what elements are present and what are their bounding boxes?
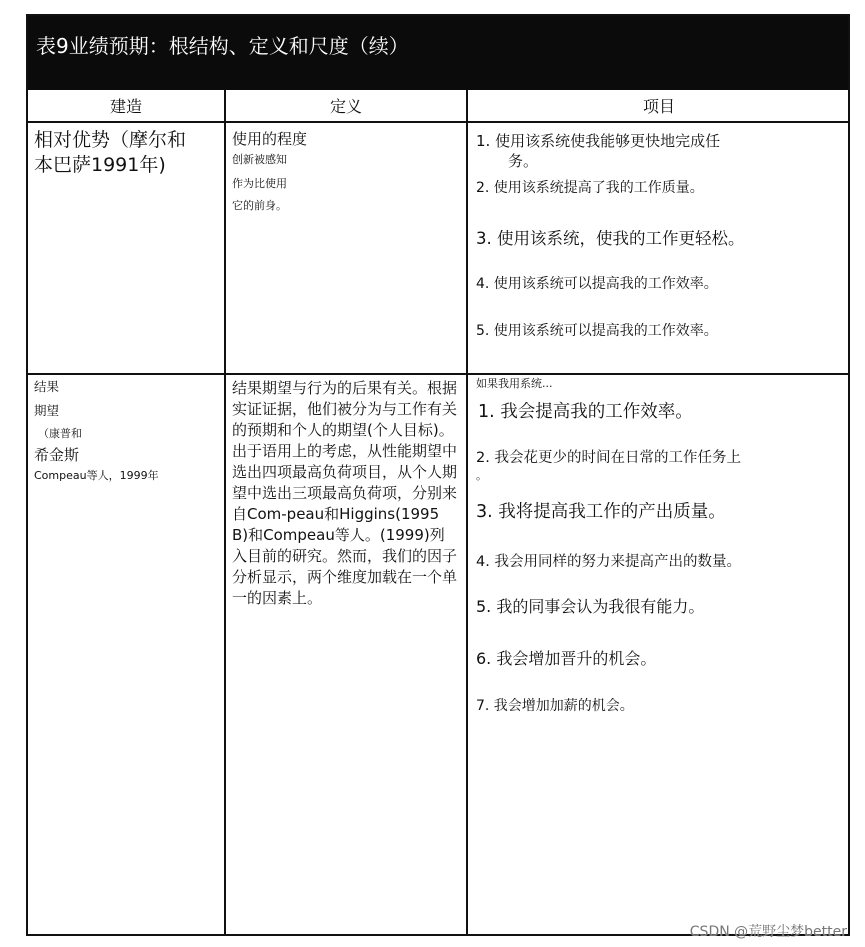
list-item: 4. 我会用同样的努力来提高产出的数量。 (476, 554, 741, 570)
list-item: 3. 使用该系统，使我的工作更轻松。 (476, 229, 745, 248)
list-item: 6. 我会增加晋升的机会。 (476, 649, 657, 668)
list-item: 3. 我将提高我工作的产出质量。 (476, 502, 726, 522)
column-divider (224, 90, 226, 934)
definition-title: 使用的程度 (232, 130, 308, 148)
list-item: 2. 使用该系统提高了我的工作质量。 (476, 180, 704, 196)
row1-construct (34, 128, 222, 178)
row-divider (28, 121, 848, 123)
row2-items (474, 376, 850, 736)
row2-construct (34, 378, 222, 484)
column-divider (466, 90, 468, 934)
construct-line: 期望 (34, 403, 60, 418)
list-item: 1. 使用该系统使我能够更快地完成任 (476, 132, 721, 150)
construct-line: 本巴萨1991年) (34, 154, 166, 176)
list-item: 务。 (508, 152, 539, 170)
table-title: 表9业绩预期：根结构、定义和尺度（续） (28, 16, 848, 90)
row2-definition (232, 378, 464, 609)
row1-items (474, 128, 850, 368)
header-definition: 定义 (329, 97, 362, 116)
list-item: 5. 我的同事会认为我很有能力。 (476, 597, 705, 616)
definition-line: 创新被感知 (232, 153, 287, 166)
definition-line: 它的前身。 (232, 199, 287, 212)
list-item: 4. 使用该系统可以提高我的工作效率。 (476, 276, 718, 292)
list-item: 1. 我会提高我的工作效率。 (478, 402, 693, 422)
construct-line: Compeau等人，1999年 (34, 469, 159, 482)
document-table (26, 14, 850, 936)
row1-definition (232, 128, 462, 214)
definition-line: 作为比使用 (232, 177, 287, 190)
list-item: 7. 我会增加加薪的机会。 (476, 698, 634, 714)
list-item: 。 (476, 469, 487, 482)
row-divider (28, 373, 848, 375)
list-item: 5. 使用该系统可以提高我的工作效率。 (476, 323, 718, 339)
header-construct: 建造 (109, 97, 142, 116)
header-items: 项目 (642, 97, 675, 116)
construct-line: （康普和 (38, 427, 82, 440)
construct-line: 结果 (34, 379, 60, 394)
items-intro: 如果我用系统... (476, 377, 553, 390)
construct-line: 希金斯 (34, 446, 80, 464)
watermark: CSDN @荒野尘梦better (689, 924, 847, 940)
definition-paragraph: 结果期望与行为的后果有关。根据实证证据，他们被分为与工作有关的预期和个人的期望(个人目标)。出于语用上的考虑，从性能期望中选出四项最高负荷项目，从个人期望中选出三项最高负荷项，分别来自Com-peau和Higgins(1995 B)和Compeau等人。(1999)列入目前的研究。然而，我们的因子分析显示，两个维度加载在一个单一的因素上。 (232, 379, 458, 607)
list-item: 2. 我会花更少的时间在日常的工作任务上 (476, 450, 741, 466)
construct-line: 相对优势（摩尔和 (34, 129, 187, 151)
